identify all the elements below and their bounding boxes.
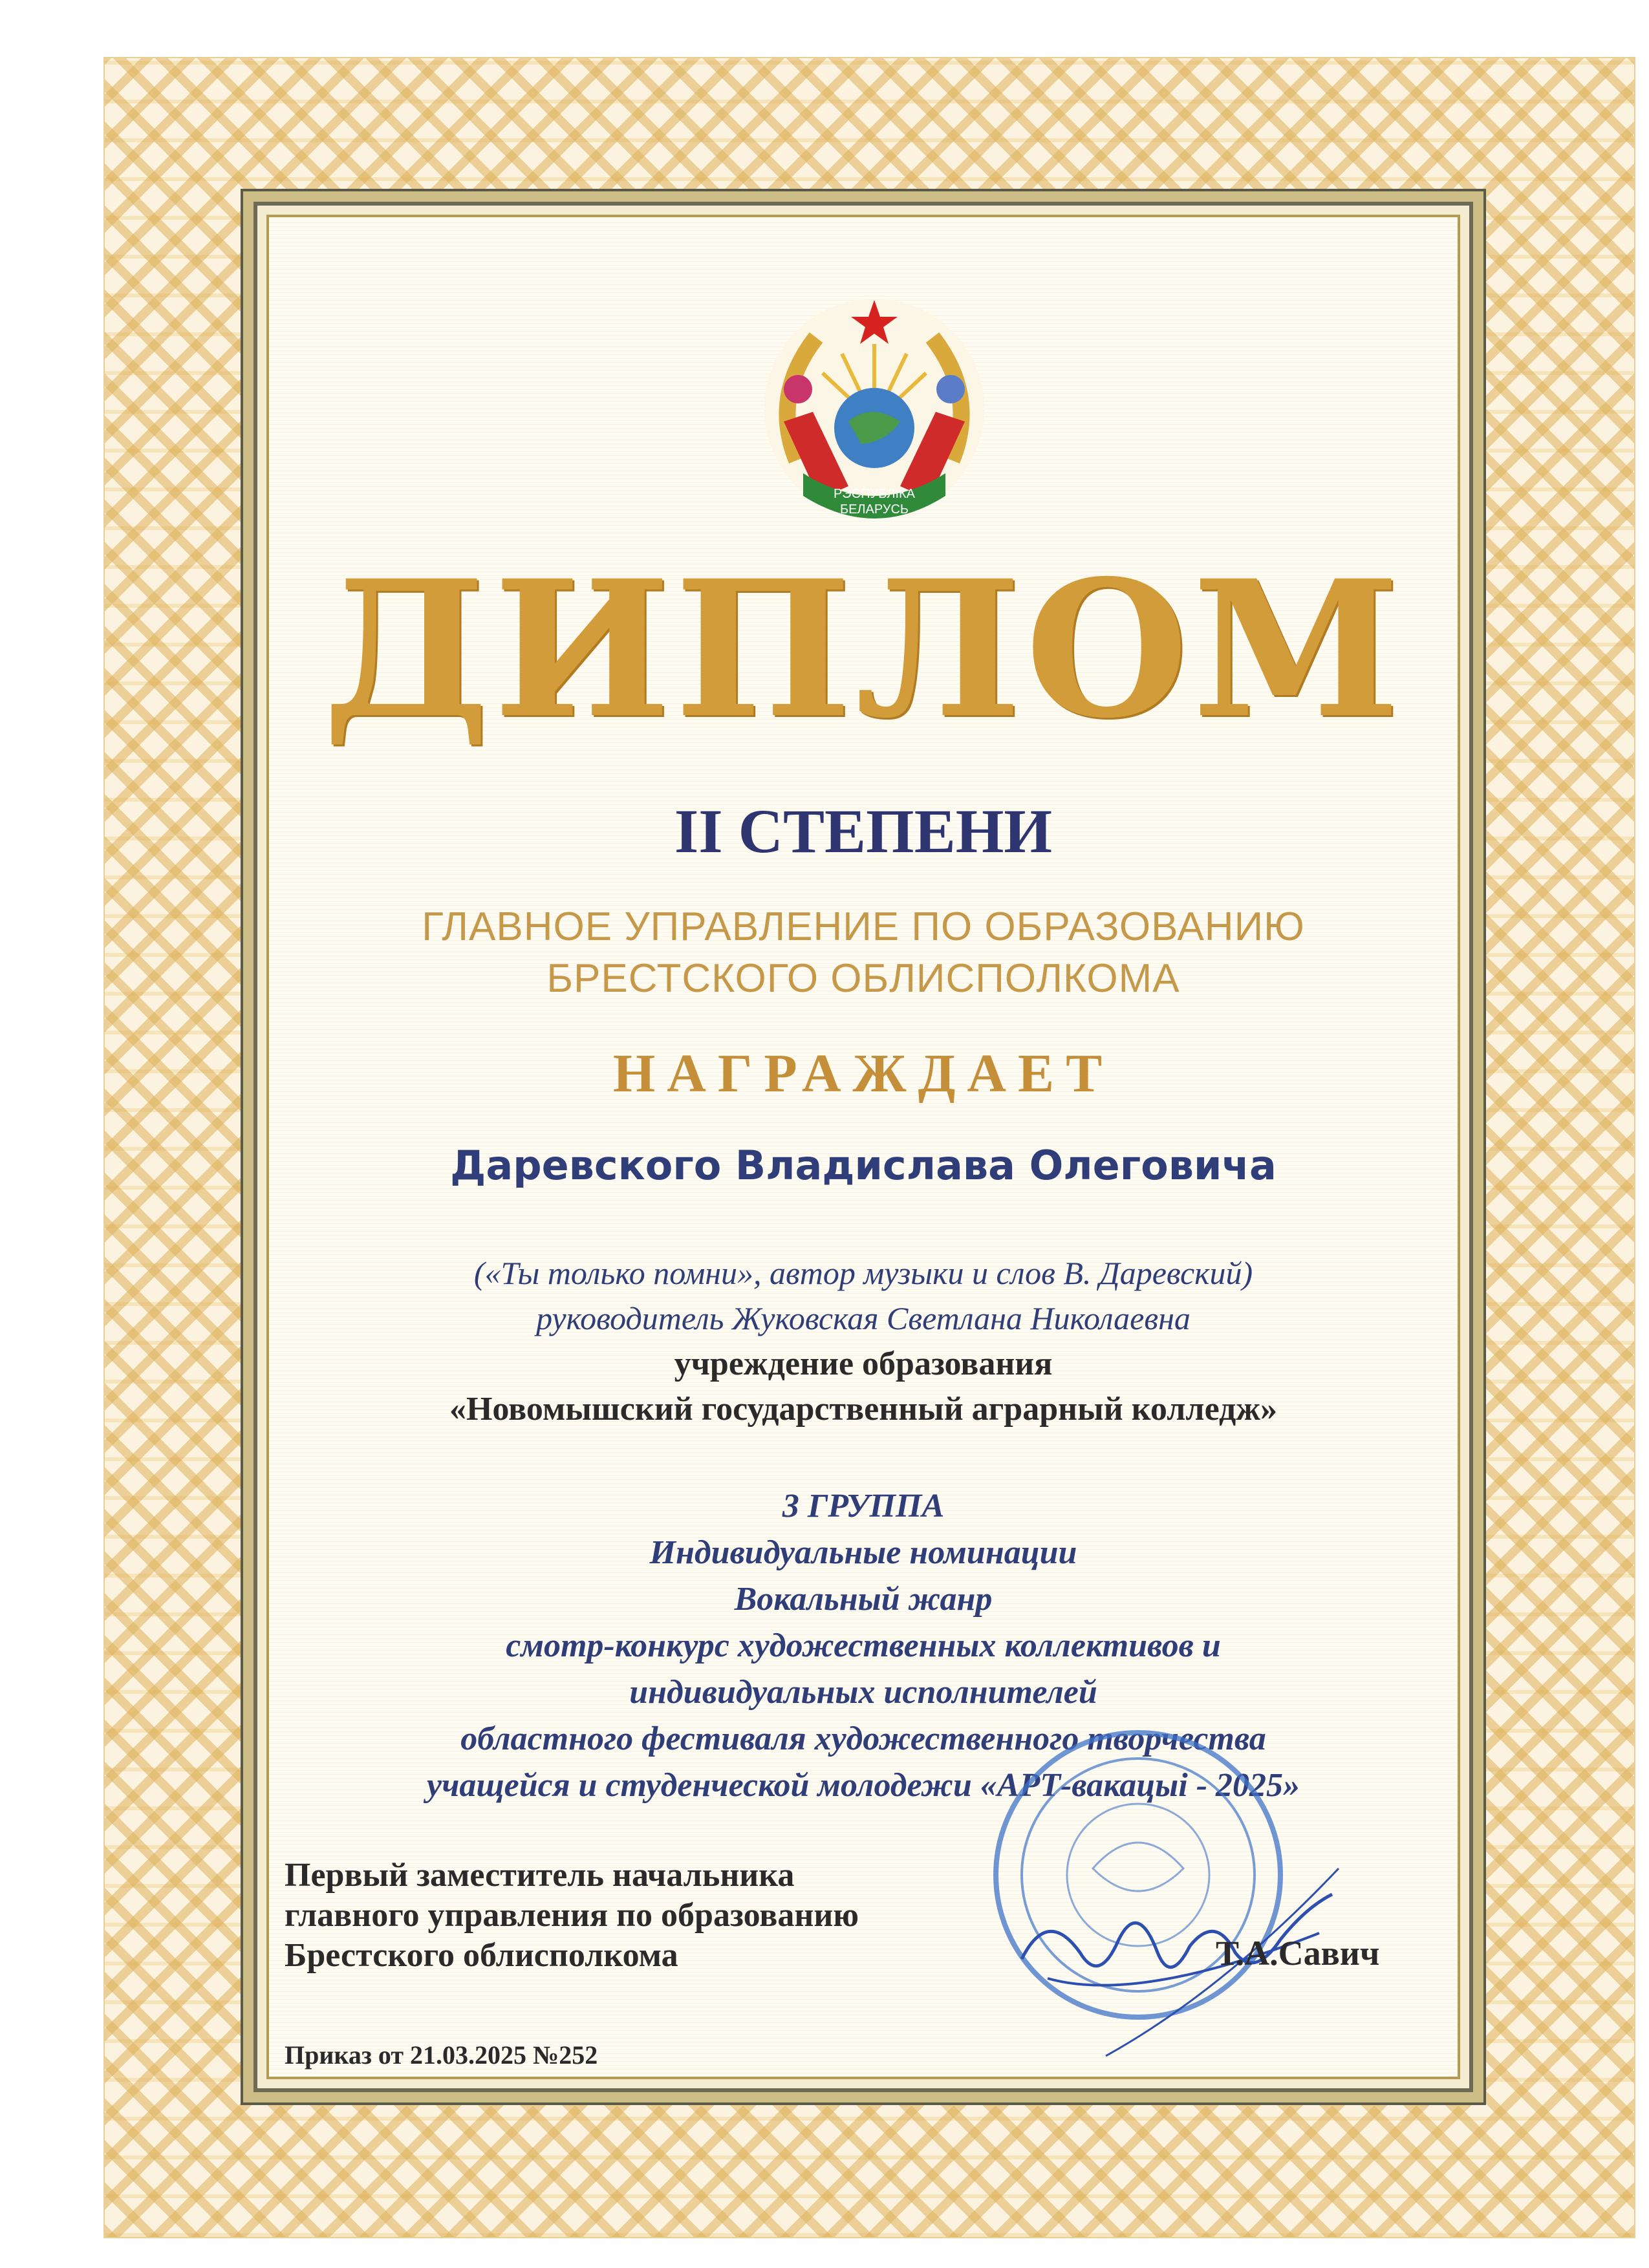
signatory-line-3: Брестского облисполкома (285, 1937, 678, 1974)
degree-label: II СТЕПЕНИ (674, 797, 1053, 866)
institution-name: «Новомышский государственный аграрный колледж» (449, 1391, 1278, 1428)
signatory-line-2: главного управления по образованию (285, 1897, 859, 1934)
signatory-name: Т.А.Савич (1216, 1934, 1380, 1973)
organization-line-2: БРЕСТСКОГО ОБЛИСПОЛКОМА (546, 956, 1180, 1001)
diploma-title: ДИПЛОМ (323, 540, 1404, 760)
work-title: («Ты только помни», автор музыки и слов В. Даревский) (473, 1255, 1253, 1291)
belarus-coat-of-arms-icon (758, 292, 991, 525)
signatory-position (285, 1856, 859, 1976)
organization-line-1: ГЛАВНОЕ УПРАВЛЕНИЕ ПО ОБРАЗОВАНИЮ (422, 904, 1305, 949)
institution-type: учреждение образования (674, 1345, 1053, 1382)
competition-line-4: учащейся и студенческой молодежи «АРТ-вакацыі - 2025» (426, 1767, 1300, 1804)
genre-label: Вокальный жанр (734, 1581, 993, 1618)
svg-text:БЕЛАРУСЬ: БЕЛАРУСЬ (839, 502, 909, 517)
group-label: 3 ГРУППА (782, 1488, 945, 1524)
nomination-label: Индивидуальные номинации (649, 1534, 1077, 1571)
competition-line-2: индивидуальных исполнителей (629, 1674, 1097, 1711)
signatory-line-1: Первый заместитель начальника (285, 1857, 795, 1894)
svg-text:РЭСПУБЛІКА: РЭСПУБЛІКА (833, 487, 916, 501)
leader-line: руководитель Жуковская Светлана Николаевна (536, 1300, 1191, 1336)
competition-line-3: областного фестиваля художественного творчества (460, 1720, 1266, 1757)
competition-line-1: смотр-конкурс художественных коллективов и (506, 1627, 1221, 1664)
recipient-name: Даревского Владислава Олеговича (450, 1142, 1277, 1189)
order-reference: Приказ от 21.03.2025 №252 (285, 2040, 598, 2070)
awards-heading: НАГРАЖДАЕТ (612, 1043, 1114, 1104)
